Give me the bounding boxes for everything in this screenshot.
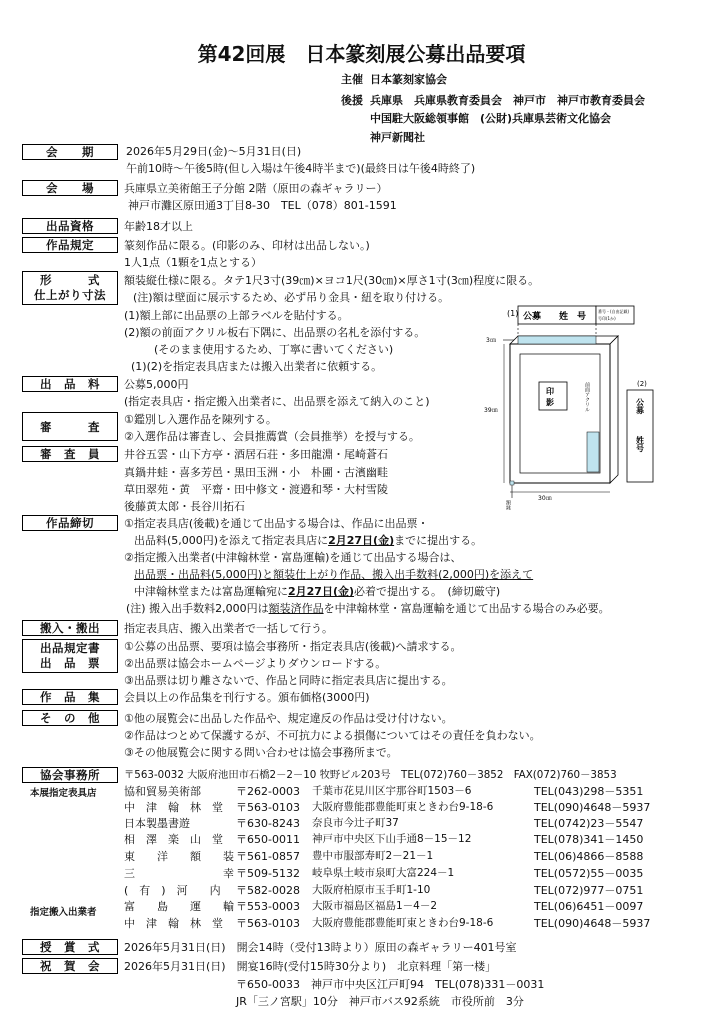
- label-kaiki: 会 期: [22, 144, 118, 160]
- label-shikaku: 出品資格: [22, 218, 118, 234]
- shop-zip: 〒262-0003: [236, 785, 300, 798]
- hyogu-label: 本展指定表具店: [30, 788, 97, 799]
- deadline-date-2: 2月27日(金): [288, 585, 355, 598]
- page-title: 第42回展 日本篆刻展公募出品要項: [197, 42, 526, 66]
- diagram-inei-1: 印: [546, 387, 554, 396]
- keishiki-line5: (そのまま使用するため、丁寧に書いてください): [154, 343, 394, 356]
- deadline-date-1: 2月27日(金): [328, 534, 395, 547]
- diagram-small1: 番号・(自由記載): [598, 309, 630, 314]
- shimekiri-line5-c: 必着で提出する。 (締切厳守): [354, 585, 501, 598]
- support-line2: 中国駐大阪総領事館 (公財)兵庫県芸術文化協会: [370, 112, 612, 125]
- shop-name: 相 澤 楽 山 堂: [124, 833, 223, 846]
- diagram-dim39: 39㎝: [484, 407, 498, 414]
- shimekiri-line5-a: 中津翰林堂または富島運輸宛に: [134, 585, 288, 598]
- shop-zip: 〒561-0857: [236, 850, 300, 863]
- support-line1: 兵庫県 兵庫県教育委員会 神戸市 神戸市教育委員会: [370, 94, 645, 107]
- shop-zip: 〒582-0028: [236, 884, 300, 897]
- keishiki-line6: (1)(2)を指定表具店または搬入出業者に依頼する。: [131, 360, 383, 373]
- nameplate-sticker: [587, 432, 599, 472]
- organizer-label: 主催: [341, 73, 363, 86]
- label-hannyu: 搬入・搬出: [22, 620, 118, 636]
- label-shimekiri: 作品締切: [22, 515, 118, 531]
- hannyu-gyosha-label: 指定搬入出業者: [30, 907, 97, 918]
- kaiki-line2: 午前10時～午後5時(但し入場は午後4時半まで)(最終日は午後4時終了): [126, 162, 476, 175]
- shop-tel: TEL(078)341－1450: [534, 833, 644, 846]
- shimekiri-line6-a: (注) 搬入出手数料2,000円は: [126, 602, 269, 615]
- shop-name: 三 幸: [124, 867, 234, 880]
- shop-address: 千葉市花見川区宇那谷町1503－6: [312, 785, 472, 797]
- label-keishiki: [22, 271, 118, 305]
- frame-side-depth: [610, 336, 618, 483]
- shop-zip: 〒563-0103: [236, 917, 300, 930]
- shop-zip: 〒630-8243: [236, 817, 300, 830]
- shukuga-line2: 〒650-0033 神戸市中央区江戸町94 TEL(078)331－0031: [236, 978, 545, 991]
- label-sonota: そ の 他: [22, 710, 118, 726]
- shop-zip: 〒553-0003: [236, 900, 300, 913]
- shop-address: 大阪府柏原市玉手町1-10: [312, 884, 431, 896]
- label-hyo: [22, 639, 118, 673]
- shop-name: 中 津 翰 林 堂: [124, 801, 223, 814]
- shop-tel: TEL(072)977－0751: [534, 884, 644, 897]
- sonota-line3: ③その他展覧会に関する問い合わせは協会事務所まで。: [124, 746, 398, 759]
- label-keishiki-1: 形 式: [40, 273, 100, 287]
- label-jusho: 授 賞 式: [22, 939, 118, 955]
- shimekiri-line4: 出品票・出品料(5,000円)と額装仕上がり作品、搬入出手数料(2,000円)を添えて: [134, 568, 534, 581]
- diagram-acryl: 前面アクリル: [584, 382, 590, 412]
- kaiki-line1: 2026年5月29日(金)～5月31日(日): [126, 145, 302, 158]
- label-hyo-1: 出品規定書: [40, 641, 100, 655]
- hannyu-line1: 指定表具店、搬入出業者で一括して行う。: [124, 622, 333, 635]
- shop-tel: TEL(0742)23－5547: [534, 817, 644, 830]
- shimekiri-line6-b: 額装済作品: [268, 602, 324, 615]
- support-line3: 神戸新聞社: [370, 131, 425, 144]
- keishiki-line4: (2)額の前面アクリル板右下隅に、出品票の名札を添付する。: [124, 326, 426, 339]
- shop-name: 中 津 翰 林 堂: [124, 917, 223, 930]
- jimusho-line1: 〒563-0032 大阪府池田市石橋2－2－10 牧野ビル203号 TEL(072)760－3852 FAX(072)760－3853: [124, 769, 617, 781]
- keishiki-line1: 額装縦仕様に限る。タテ1尺3寸(39㎝)×ヨコ1尺(30㎝)×厚さ1寸(3㎝)程度に限る。: [124, 274, 540, 287]
- sakuhinshu-line1: 会員以上の作品集を刊行する。頒布価格(3000円): [124, 691, 370, 704]
- shinsain-line2: 真鍋井蛙・喜多芳邑・黒田玉洲・小 朴圃・古濱幽畦: [124, 466, 388, 479]
- hyo-line1: ①公募の出品票、要項は協会事務所・指定表具店(後載)へ請求する。: [124, 640, 462, 653]
- diagram-dim30: 30㎝: [538, 495, 552, 502]
- diagram-dim3: 3㎝: [486, 337, 496, 344]
- shop-tel: TEL(090)4648－5937: [534, 801, 651, 814]
- label-ryo: 出 品 料: [22, 376, 118, 392]
- shinsain-line3: 草田翠苑・黄 平齋・田中修文・渡邉和琴・大村雪陵: [124, 483, 388, 496]
- shimekiri-line2: [134, 534, 482, 547]
- kaijo-line2: 神戸市灘区原田通3丁目8-30 TEL（078）801-1591: [128, 199, 397, 212]
- shop-name: 協和貿易美術部: [124, 785, 201, 798]
- hyo-line3: ③出品票は切り離さないで、作品と同時に指定表具店に提出する。: [124, 674, 453, 687]
- shop-address: 岐阜県土岐市泉町大富224－1: [312, 867, 455, 879]
- top-label-sticker: [518, 336, 596, 344]
- diagram-label2-num: (2): [637, 380, 647, 388]
- keishiki-line2: (注)額は壁面に展示するため、必ず吊り金具・紐を取り付ける。: [133, 291, 450, 304]
- label-shinsa: 審 査: [22, 412, 118, 441]
- support-label: 後援: [341, 94, 363, 107]
- diagram-small2: 号印(1か): [598, 316, 616, 321]
- shimekiri-line6: [126, 602, 610, 615]
- frame-diagram: [484, 300, 670, 520]
- shimekiri-line5: [134, 585, 500, 598]
- diagram-label2-text: 公募: [635, 398, 645, 414]
- diagram-label1-num: (1): [507, 309, 519, 318]
- shop-tel: TEL(090)4648－5937: [534, 917, 651, 930]
- shop-name: ( 有 ) 河 内: [124, 884, 221, 897]
- organizer: 日本篆刻家協会: [370, 73, 447, 86]
- diagram-inei-2: 影: [546, 398, 554, 407]
- kaijo-line1: 兵庫県立美術館王子分館 2階（原田の森ギャラリー）: [124, 182, 388, 195]
- shimekiri-line2-c: までに提出する。: [394, 534, 483, 547]
- shop-address: 豊中市服部寿町2－21－1: [312, 850, 434, 862]
- label-sakuhinshu: 作 品 集: [22, 689, 118, 705]
- shop-tel: TEL(06)6451－0097: [534, 900, 644, 913]
- shop-address: 神戸市中央区下山手通8－15－12: [312, 833, 472, 845]
- shukuga-line1: 2026年5月31日(日) 開宴16時(受付15時30分より) 北京料理「第一楼」: [124, 960, 497, 973]
- shinsa-line1: ①鑑別し入選作品を陳列する。: [124, 413, 277, 426]
- label-kaijo: 会 場: [22, 180, 118, 196]
- shimekiri-line2-a: 出品料(5,000円)を添えて指定表具店に: [134, 534, 329, 547]
- jusho-line1: 2026年5月31日(日) 開会14時（受付13時より）原田の森ギャラリー401号室: [124, 941, 517, 954]
- shop-tel: TEL(06)4866－8588: [534, 850, 644, 863]
- shop-name: 東 洋 額 装: [124, 850, 234, 863]
- shimekiri-line6-c: を中津翰林堂・富島運輸を通じて出品する場合のみ必要。: [323, 602, 610, 615]
- label-shinsain: 審 査 員: [22, 446, 118, 462]
- diagram-label2-text2: 姓号: [635, 436, 645, 452]
- diagram-label1-text: 公募 姓 号: [523, 312, 587, 322]
- shikaku-line1: 年齢18才以上: [124, 220, 193, 233]
- label-kitei: 作品規定: [22, 237, 118, 253]
- shop-address: 大阪府豊能郡豊能町東ときわ台9-18-6: [312, 917, 494, 929]
- shop-address: 大阪府豊能郡豊能町東ときわ台9-18-6: [312, 801, 494, 813]
- shop-name: 日本製墨書遊: [124, 817, 190, 830]
- shimekiri-line1: ①指定表具店(後載)を通じて出品する場合は、作品に出品票・: [124, 517, 429, 530]
- shinsain-line4: 後藤黄太郎・長谷川拓石: [124, 500, 245, 513]
- hanger-mark: [510, 481, 514, 485]
- sonota-line1: ①他の展覧会に出品した作品や、規定違反の作品は受け付けない。: [124, 712, 453, 725]
- kitei-line1: 篆刻作品に限る。(印影のみ、印材は出品しない。): [124, 239, 370, 252]
- shop-tel: TEL(0572)55－0035: [534, 867, 644, 880]
- shop-zip: 〒650-0011: [236, 833, 300, 846]
- label-shukuga: 祝 賀 会: [22, 958, 118, 974]
- sonota-line2: ②作品はつとめて保護するが、不可抗力による損傷についてはその責任を負わない。: [124, 729, 541, 742]
- shop-address: 大阪市福島区福島1－4－2: [312, 900, 438, 912]
- shinsain-line1: 井谷五雲・山下方亭・酒居石荘・多田龍淵・尾崎蒼石: [124, 448, 388, 461]
- label-keishiki-2: 仕上がり寸法: [34, 288, 106, 302]
- kitei-line2: 1人1点（1顆を1点とする）: [124, 256, 262, 269]
- ryo-line1: 公募5,000円: [124, 378, 189, 391]
- shop-name: 富 島 運 輸: [124, 900, 234, 913]
- shinsa-line2: ②入選作品は審査し、会員推薦賞（会員推挙）を授与する。: [124, 430, 420, 443]
- shop-zip: 〒509-5132: [236, 867, 300, 880]
- keishiki-line3: (1)額上部に出品票の上部ラベルを貼付する。: [124, 309, 349, 322]
- label-hyo-2: 出 品 票: [40, 656, 100, 670]
- diagram-gakuen: 額縁: [505, 500, 511, 510]
- shop-zip: 〒563-0103: [236, 801, 300, 814]
- shop-address: 奈良市今辻子町37: [312, 817, 399, 829]
- shukuga-line3: JR「三ノ宮駅」10分 神戸市バス92系統 市役所前 3分: [236, 995, 524, 1008]
- hyo-line2: ②出品票は協会ホームページよりダウンロードする。: [124, 657, 387, 670]
- ryo-line2: (指定表具店・指定搬入出業者に、出品票を添えて納入のこと): [124, 395, 430, 408]
- shop-tel: TEL(043)298－5351: [534, 785, 644, 798]
- label-jimusho: 協会事務所: [22, 767, 118, 783]
- shimekiri-line3: ②指定搬入出業者(中津翰林堂・富島運輸)を通じて出品する場合は、: [124, 551, 462, 564]
